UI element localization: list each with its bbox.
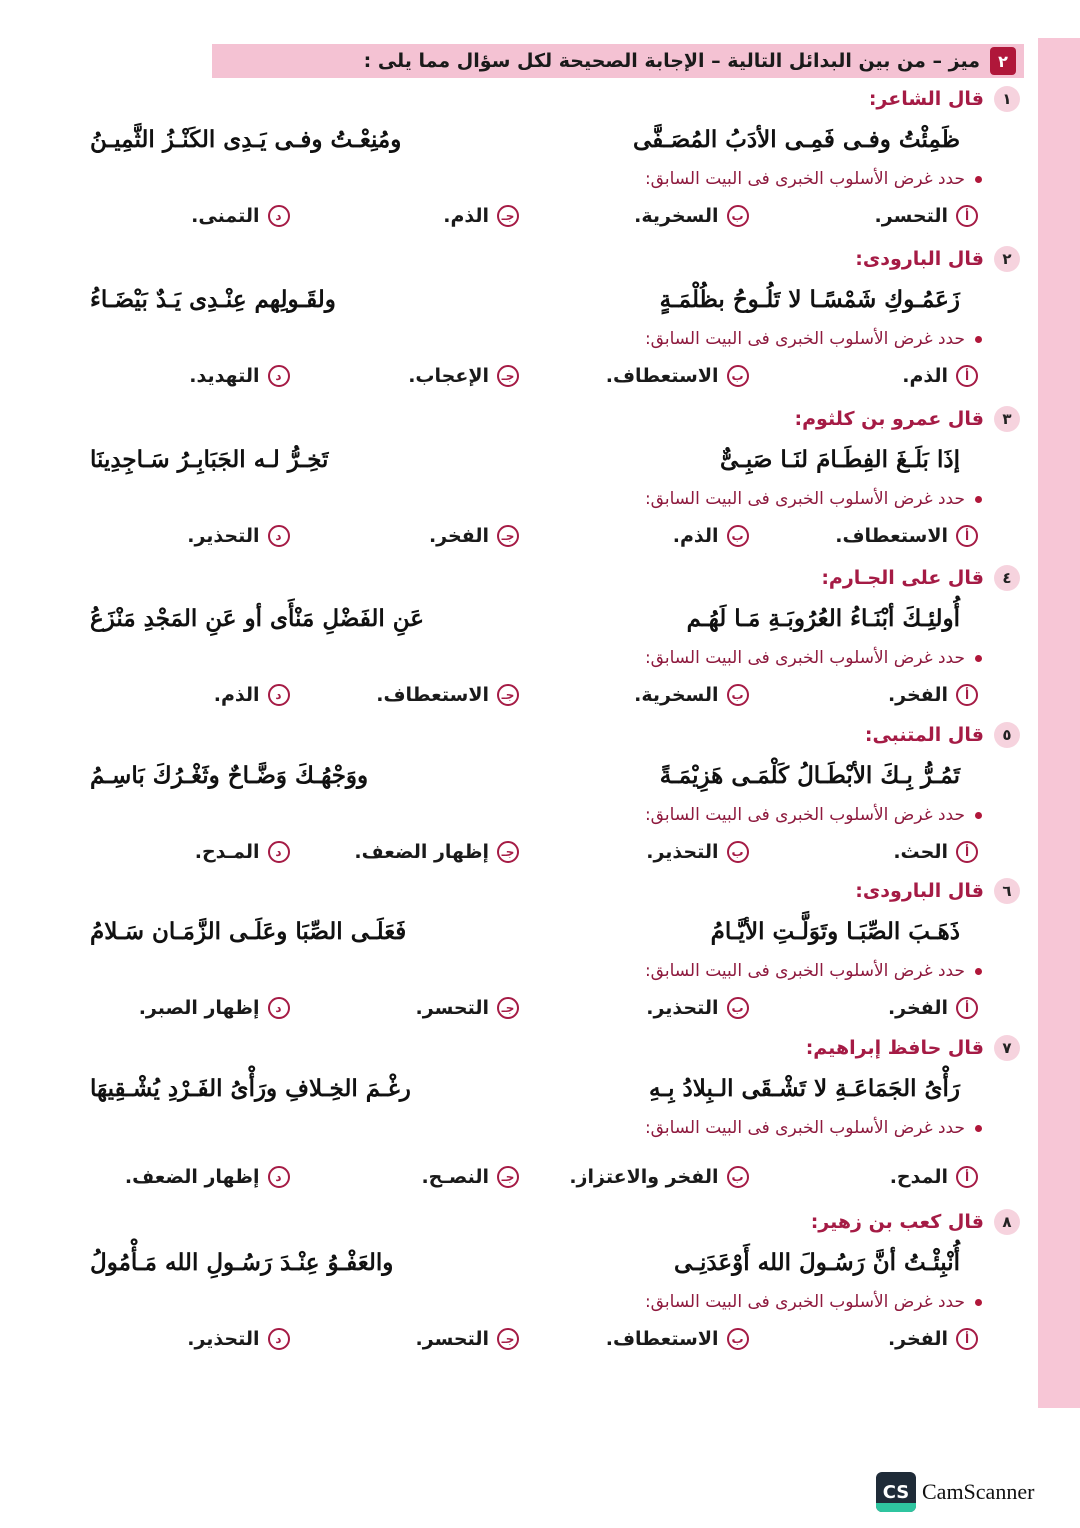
verse-second-hemistich: رغْـمَ الخِـلافِ ورَأْىُ الفَـرْدِ يُشْـقِيهَا bbox=[90, 1074, 411, 1102]
answer-option[interactable] bbox=[519, 997, 749, 1019]
option-label: الاستعطاف. bbox=[376, 684, 489, 706]
question-prompt bbox=[60, 1113, 1020, 1143]
answer-option[interactable] bbox=[519, 841, 749, 863]
question-header bbox=[60, 84, 1020, 114]
answer-option[interactable] bbox=[60, 1166, 290, 1188]
bullet-icon bbox=[975, 968, 982, 975]
option-letter-circle-icon: أ bbox=[956, 997, 978, 1019]
option-label: التحسر. bbox=[415, 997, 489, 1019]
answer-option[interactable] bbox=[290, 1166, 520, 1188]
answer-option[interactable] bbox=[290, 684, 520, 706]
option-letter-circle-icon: جـ bbox=[497, 684, 519, 706]
option-label: الذم. bbox=[213, 684, 260, 706]
options-row bbox=[60, 354, 1020, 398]
verse-second-hemistich: والعَفْـوُ عِنْـدَ رَسُـولِ الله مَـأْمُولُ bbox=[90, 1248, 394, 1276]
question-header bbox=[60, 563, 1020, 593]
answer-option[interactable] bbox=[290, 1328, 520, 1350]
option-label: الفخر. bbox=[887, 997, 948, 1019]
option-letter-circle-icon: د bbox=[268, 841, 290, 863]
option-letter-circle-icon: جـ bbox=[497, 1166, 519, 1188]
answer-option[interactable] bbox=[749, 525, 979, 547]
question-prompt bbox=[60, 800, 1020, 830]
answer-option[interactable] bbox=[519, 684, 749, 706]
verse-second-hemistich: عَنِ الفَضْلِ مَنْأَى أو عَنِ المَجْدِ مَنْزَعُ bbox=[90, 604, 424, 632]
bullet-icon bbox=[975, 1299, 982, 1306]
question-block bbox=[60, 244, 1020, 398]
option-label: الاستعطاف. bbox=[605, 1328, 719, 1350]
question-number: ٣ bbox=[994, 406, 1020, 432]
question-number: ٧ bbox=[994, 1035, 1020, 1061]
question-header bbox=[60, 1033, 1020, 1063]
question-block bbox=[60, 563, 1020, 717]
option-letter-circle-icon: جـ bbox=[497, 841, 519, 863]
poet-attribution: قال حافظ إبراهيم: bbox=[805, 1037, 984, 1059]
question-block bbox=[60, 876, 1020, 1030]
option-label: التحذير. bbox=[646, 997, 719, 1019]
verse-first-hemistich: إذَا بَلَـغَ الفِطَـامَ لنَـا صَبِـىٌّ bbox=[719, 445, 960, 473]
camscanner-label: CamScanner bbox=[922, 1479, 1035, 1504]
poet-attribution: قال البارودى: bbox=[855, 880, 984, 902]
answer-option[interactable] bbox=[290, 997, 520, 1019]
answer-option[interactable] bbox=[749, 1328, 979, 1350]
answer-option[interactable] bbox=[290, 525, 520, 547]
prompt-text: حدد غرض الأسلوب الخبرى فى البيت السابق: bbox=[644, 805, 965, 825]
poet-attribution: قال على الجـارم: bbox=[821, 567, 984, 589]
section-header bbox=[212, 44, 1024, 78]
answer-option[interactable] bbox=[60, 365, 290, 387]
poetry-verse bbox=[60, 593, 1020, 643]
option-letter-circle-icon: أ bbox=[956, 525, 978, 547]
option-label: الاستعطاف. bbox=[605, 365, 719, 387]
verse-second-hemistich: تَخِـرُّ لـه الجَبَابِـرُ سَـاجِدِينَا bbox=[90, 445, 329, 473]
option-letter-circle-icon: ب bbox=[727, 365, 749, 387]
answer-option[interactable] bbox=[519, 1328, 749, 1350]
question-number: ١ bbox=[994, 86, 1020, 112]
option-label: الفخر. bbox=[428, 525, 489, 547]
question-prompt bbox=[60, 484, 1020, 514]
option-letter-circle-icon: جـ bbox=[497, 365, 519, 387]
prompt-text: حدد غرض الأسلوب الخبرى فى البيت السابق: bbox=[644, 648, 965, 668]
prompt-text: حدد غرض الأسلوب الخبرى فى البيت السابق: bbox=[644, 1118, 965, 1138]
prompt-text: حدد غرض الأسلوب الخبرى فى البيت السابق: bbox=[644, 169, 965, 189]
answer-option[interactable] bbox=[749, 205, 979, 227]
answer-option[interactable] bbox=[749, 684, 979, 706]
prompt-text: حدد غرض الأسلوب الخبرى فى البيت السابق: bbox=[644, 961, 965, 981]
verse-second-hemistich: فَعَلَـى الصِّبَا وعَلَـى الزَّمَـان سَـلامُ bbox=[90, 917, 407, 945]
option-label: المـدح. bbox=[194, 841, 260, 863]
question-number: ٤ bbox=[994, 565, 1020, 591]
answer-option[interactable] bbox=[290, 365, 520, 387]
question-number: ٦ bbox=[994, 878, 1020, 904]
option-label: السخرية. bbox=[634, 684, 719, 706]
poetry-verse bbox=[60, 1063, 1020, 1113]
bullet-icon bbox=[975, 176, 982, 183]
option-letter-circle-icon: ب bbox=[727, 1328, 749, 1350]
poetry-verse bbox=[60, 906, 1020, 956]
option-label: التحذير. bbox=[187, 525, 260, 547]
answer-option[interactable] bbox=[60, 525, 290, 547]
option-letter-circle-icon: د bbox=[268, 525, 290, 547]
answer-option[interactable] bbox=[60, 205, 290, 227]
option-letter-circle-icon: أ bbox=[956, 1166, 978, 1188]
option-letter-circle-icon: د bbox=[268, 684, 290, 706]
option-label: الذم. bbox=[902, 365, 948, 387]
option-letter-circle-icon: د bbox=[268, 205, 290, 227]
verse-second-hemistich: ولقَـولِهم عِنْـدِى يَـدٌ بَيْضَـاءُ bbox=[90, 285, 336, 313]
camscanner-logo-icon: CS bbox=[876, 1472, 916, 1512]
option-label: التحذير. bbox=[187, 1328, 260, 1350]
answer-option[interactable] bbox=[749, 1166, 979, 1188]
option-label: الإعجاب. bbox=[408, 365, 489, 387]
question-prompt bbox=[60, 1287, 1020, 1317]
question-block bbox=[60, 84, 1020, 238]
options-row bbox=[60, 194, 1020, 238]
option-letter-circle-icon: د bbox=[268, 997, 290, 1019]
option-label: الحث. bbox=[893, 841, 948, 863]
option-letter-circle-icon: أ bbox=[956, 1328, 978, 1350]
prompt-text: حدد غرض الأسلوب الخبرى فى البيت السابق: bbox=[644, 489, 965, 509]
option-label: إظهار الضعف. bbox=[354, 841, 489, 863]
answer-option[interactable] bbox=[749, 841, 979, 863]
answer-option[interactable] bbox=[60, 684, 290, 706]
option-label: الفخر والاعتزاز. bbox=[569, 1166, 719, 1188]
option-letter-circle-icon: جـ bbox=[497, 525, 519, 547]
poet-attribution: قال الشاعر: bbox=[868, 88, 984, 110]
question-block bbox=[60, 720, 1020, 874]
option-label: إظهار الضعف. bbox=[124, 1166, 260, 1188]
option-label: الذم. bbox=[672, 525, 719, 547]
poet-attribution: قال كعب بن زهير: bbox=[810, 1211, 984, 1233]
verse-second-hemistich: ووَجْهُـكَ وَضَّـاحٌ وثَغْـرُكَ بَاسِـمُ bbox=[90, 761, 369, 789]
option-letter-circle-icon: أ bbox=[956, 684, 978, 706]
option-letter-circle-icon: أ bbox=[956, 205, 978, 227]
poetry-verse bbox=[60, 434, 1020, 484]
bullet-icon bbox=[975, 496, 982, 503]
section-number-badge: ٢ bbox=[990, 47, 1016, 75]
question-prompt bbox=[60, 643, 1020, 673]
option-label: المدح. bbox=[889, 1166, 948, 1188]
camscanner-watermark bbox=[876, 1472, 1034, 1512]
question-number: ٢ bbox=[994, 246, 1020, 272]
verse-first-hemistich: رَأْىُ الجَمَاعَـةِ لا تَشْـقَى الـبِلادُ بِـهِ bbox=[649, 1074, 960, 1102]
question-prompt bbox=[60, 956, 1020, 986]
question-block bbox=[60, 1033, 1020, 1199]
option-letter-circle-icon: د bbox=[268, 1166, 290, 1188]
option-label: التحسر. bbox=[874, 205, 948, 227]
verse-second-hemistich: ومُنِعْـتُ وفـى يَـدِى الكَنْـزُ الثَّمِيـنُ bbox=[90, 125, 402, 153]
option-letter-circle-icon: أ bbox=[956, 365, 978, 387]
question-header bbox=[60, 876, 1020, 906]
bullet-icon bbox=[975, 336, 982, 343]
option-letter-circle-icon: جـ bbox=[497, 997, 519, 1019]
option-label: الفخر. bbox=[887, 1328, 948, 1350]
option-label: التهديد. bbox=[189, 365, 260, 387]
options-row bbox=[60, 514, 1020, 558]
poetry-verse bbox=[60, 750, 1020, 800]
question-prompt bbox=[60, 324, 1020, 354]
option-label: الفخر. bbox=[887, 684, 948, 706]
bullet-icon bbox=[975, 812, 982, 819]
section-title: ميز – من بين البدائل التالية – الإجابة الصحيحة لكل سؤال مما يلى : bbox=[363, 50, 980, 72]
option-label: التحسر. bbox=[415, 1328, 489, 1350]
option-letter-circle-icon: ب bbox=[727, 1166, 749, 1188]
poetry-verse bbox=[60, 114, 1020, 164]
options-row bbox=[60, 1317, 1020, 1361]
option-letter-circle-icon: جـ bbox=[497, 1328, 519, 1350]
bullet-icon bbox=[975, 1125, 982, 1132]
question-number: ٥ bbox=[994, 722, 1020, 748]
pink-margin bbox=[1038, 38, 1080, 1408]
option-letter-circle-icon: ب bbox=[727, 684, 749, 706]
answer-option[interactable] bbox=[749, 365, 979, 387]
verse-first-hemistich: تَمُـرُّ بِـكَ الأبْطَـالُ كَلْمَـى هَزِيْمَـةً bbox=[659, 761, 960, 789]
answer-option[interactable] bbox=[749, 997, 979, 1019]
answer-option[interactable] bbox=[60, 997, 290, 1019]
option-letter-circle-icon: ب bbox=[727, 997, 749, 1019]
answer-option[interactable] bbox=[519, 365, 749, 387]
answer-option[interactable] bbox=[60, 841, 290, 863]
prompt-text: حدد غرض الأسلوب الخبرى فى البيت السابق: bbox=[644, 1292, 965, 1312]
option-label: إظهار الصبر. bbox=[138, 997, 260, 1019]
question-header bbox=[60, 404, 1020, 434]
answer-option[interactable] bbox=[290, 841, 520, 863]
options-row bbox=[60, 830, 1020, 874]
question-block bbox=[60, 404, 1020, 558]
question-block bbox=[60, 1207, 1020, 1361]
answer-option[interactable] bbox=[519, 205, 749, 227]
poet-attribution: قال عمرو بن كلثوم: bbox=[794, 408, 984, 430]
verse-first-hemistich: ذَهَـبَ الصِّبَـا وتَوَلَّـتِ الأيَّـامُ bbox=[710, 917, 960, 945]
prompt-text: حدد غرض الأسلوب الخبرى فى البيت السابق: bbox=[644, 329, 965, 349]
option-label: النصـح. bbox=[421, 1166, 489, 1188]
option-letter-circle-icon: جـ bbox=[497, 205, 519, 227]
answer-option[interactable] bbox=[519, 525, 749, 547]
question-prompt bbox=[60, 164, 1020, 194]
verse-first-hemistich: ظَمِئْتُ وفـى فَمِـى الأدَبُ المُصَـفَّى bbox=[633, 125, 960, 153]
option-letter-circle-icon: د bbox=[268, 1328, 290, 1350]
option-letter-circle-icon: د bbox=[268, 365, 290, 387]
option-label: الاستعطاف. bbox=[835, 525, 948, 547]
options-row bbox=[60, 673, 1020, 717]
option-label: التمنى. bbox=[191, 205, 260, 227]
answer-option[interactable] bbox=[60, 1328, 290, 1350]
option-label: السخرية. bbox=[634, 205, 719, 227]
bullet-icon bbox=[975, 655, 982, 662]
question-header bbox=[60, 244, 1020, 274]
option-letter-circle-icon: أ bbox=[956, 841, 978, 863]
option-letter-circle-icon: ب bbox=[727, 525, 749, 547]
option-letter-circle-icon: ب bbox=[727, 205, 749, 227]
option-label: الذم. bbox=[443, 205, 489, 227]
options-row bbox=[60, 986, 1020, 1030]
poet-attribution: قال المتنبى: bbox=[864, 724, 984, 746]
verse-first-hemistich: زَعَمُـوكِ شَمْسًـا لا تَلُـوحُ بظُلْمَـةٍ bbox=[659, 285, 960, 313]
verse-first-hemistich: أُولئِـكَ أبْنَـاءُ العُرُوبَـةِ مَـا لَهُـم bbox=[686, 604, 960, 632]
verse-first-hemistich: أُنْبِئْـتُ أنَّ رَسُـولَ الله أَوْعَدَنِـى bbox=[674, 1248, 960, 1276]
question-header bbox=[60, 1207, 1020, 1237]
answer-option[interactable] bbox=[519, 1166, 749, 1188]
poetry-verse bbox=[60, 274, 1020, 324]
question-number: ٨ bbox=[994, 1209, 1020, 1235]
options-row bbox=[60, 1155, 1020, 1199]
poetry-verse bbox=[60, 1237, 1020, 1287]
poet-attribution: قال البارودى: bbox=[855, 248, 984, 270]
answer-option[interactable] bbox=[290, 205, 520, 227]
option-label: التحذير. bbox=[646, 841, 719, 863]
question-header bbox=[60, 720, 1020, 750]
option-letter-circle-icon: ب bbox=[727, 841, 749, 863]
